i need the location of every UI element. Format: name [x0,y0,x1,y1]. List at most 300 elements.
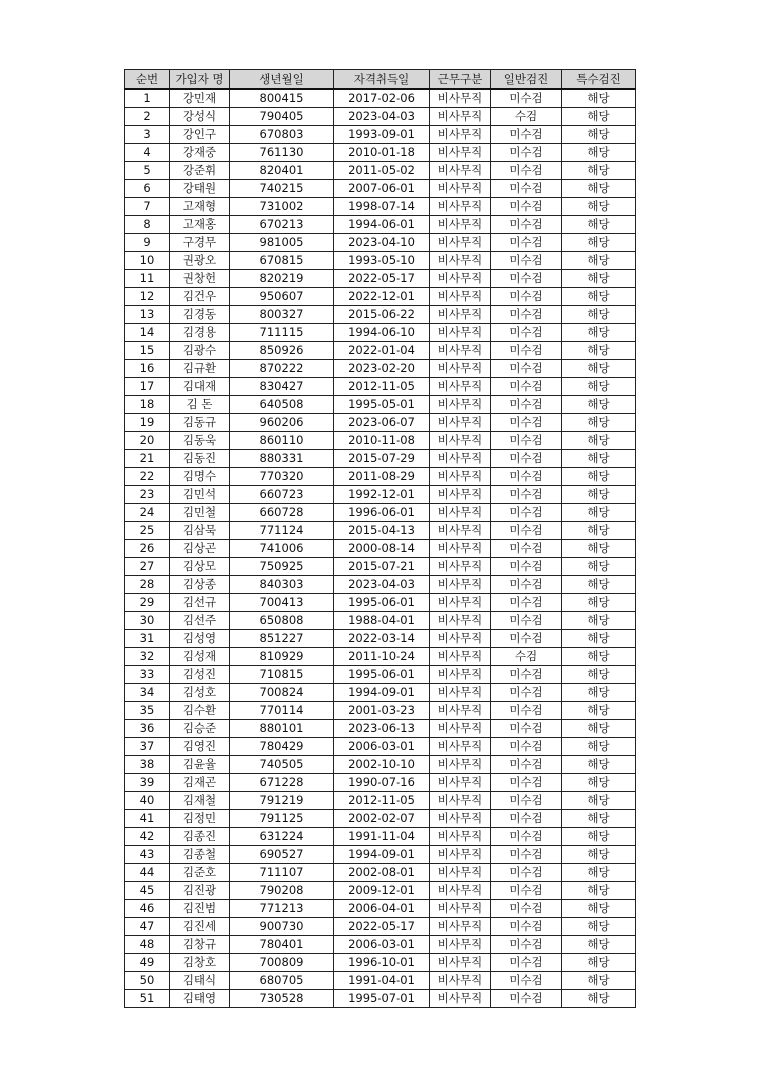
cell-special-checkup: 해당 [562,684,636,702]
cell-birth-date: 670213 [230,216,334,234]
cell-acquisition-date: 2009-12-01 [334,882,430,900]
cell-special-checkup: 해당 [562,414,636,432]
cell-seq: 20 [125,432,170,450]
cell-seq: 42 [125,828,170,846]
cell-acquisition-date: 2022-01-04 [334,342,430,360]
cell-work-type: 비사무직 [430,576,491,594]
cell-work-type: 비사무직 [430,180,491,198]
cell-work-type: 비사무직 [430,720,491,738]
cell-member-name: 김재철 [170,792,230,810]
cell-seq: 14 [125,324,170,342]
cell-general-checkup: 미수검 [491,882,562,900]
cell-birth-date: 880101 [230,720,334,738]
cell-birth-date: 670815 [230,252,334,270]
cell-general-checkup: 미수검 [491,666,562,684]
cell-work-type: 비사무직 [430,666,491,684]
cell-acquisition-date: 2002-08-01 [334,864,430,882]
table-row [125,198,636,216]
cell-work-type: 비사무직 [430,378,491,396]
cell-special-checkup: 해당 [562,378,636,396]
cell-general-checkup: 미수검 [491,810,562,828]
cell-special-checkup: 해당 [562,558,636,576]
cell-birth-date: 880331 [230,450,334,468]
cell-special-checkup: 해당 [562,504,636,522]
cell-acquisition-date: 2022-05-17 [334,918,430,936]
cell-member-name: 고재형 [170,198,230,216]
cell-seq: 15 [125,342,170,360]
table-row [125,288,636,306]
cell-work-type: 비사무직 [430,468,491,486]
cell-seq: 1 [125,89,170,108]
cell-special-checkup: 해당 [562,810,636,828]
cell-birth-date: 771213 [230,900,334,918]
cell-seq: 23 [125,486,170,504]
cell-member-name: 김창호 [170,954,230,972]
cell-member-name: 김성진 [170,666,230,684]
cell-general-checkup: 미수검 [491,270,562,288]
table-row [125,522,636,540]
cell-work-type: 비사무직 [430,990,491,1008]
cell-member-name: 김민철 [170,504,230,522]
cell-work-type: 비사무직 [430,522,491,540]
cell-special-checkup: 해당 [562,594,636,612]
cell-birth-date: 750925 [230,558,334,576]
cell-acquisition-date: 2000-08-14 [334,540,430,558]
cell-general-checkup: 미수검 [491,540,562,558]
cell-acquisition-date: 2002-02-07 [334,810,430,828]
cell-acquisition-date: 1998-07-14 [334,198,430,216]
table-row [125,558,636,576]
cell-special-checkup: 해당 [562,432,636,450]
cell-member-name: 강인구 [170,126,230,144]
table-row [125,810,636,828]
table-row [125,414,636,432]
cell-seq: 22 [125,468,170,486]
cell-special-checkup: 해당 [562,774,636,792]
cell-general-checkup: 미수검 [491,360,562,378]
cell-work-type: 비사무직 [430,252,491,270]
cell-special-checkup: 해당 [562,198,636,216]
cell-special-checkup: 해당 [562,648,636,666]
cell-seq: 28 [125,576,170,594]
header-acquisition-date: 자격취득일 [334,70,430,90]
cell-seq: 21 [125,450,170,468]
cell-seq: 2 [125,108,170,126]
table-row [125,990,636,1008]
cell-general-checkup: 미수검 [491,864,562,882]
cell-work-type: 비사무직 [430,594,491,612]
cell-general-checkup: 미수검 [491,594,562,612]
cell-acquisition-date: 1993-09-01 [334,126,430,144]
cell-birth-date: 740215 [230,180,334,198]
cell-birth-date: 820219 [230,270,334,288]
table-row [125,954,636,972]
cell-birth-date: 851227 [230,630,334,648]
cell-acquisition-date: 2012-11-05 [334,792,430,810]
cell-seq: 24 [125,504,170,522]
cell-special-checkup: 해당 [562,324,636,342]
cell-general-checkup: 미수검 [491,630,562,648]
cell-general-checkup: 수검 [491,648,562,666]
cell-birth-date: 791125 [230,810,334,828]
table-row [125,864,636,882]
cell-special-checkup: 해당 [562,918,636,936]
cell-special-checkup: 해당 [562,576,636,594]
cell-general-checkup: 미수검 [491,486,562,504]
cell-acquisition-date: 2010-11-08 [334,432,430,450]
cell-acquisition-date: 2012-11-05 [334,378,430,396]
cell-special-checkup: 해당 [562,522,636,540]
table-row [125,648,636,666]
cell-acquisition-date: 2011-08-29 [334,468,430,486]
cell-acquisition-date: 1995-05-01 [334,396,430,414]
cell-member-name: 김영진 [170,738,230,756]
cell-seq: 9 [125,234,170,252]
cell-general-checkup: 미수검 [491,450,562,468]
cell-member-name: 김윤율 [170,756,230,774]
cell-member-name: 김태식 [170,972,230,990]
cell-special-checkup: 해당 [562,900,636,918]
table-row [125,828,636,846]
table-row [125,216,636,234]
cell-work-type: 비사무직 [430,558,491,576]
cell-work-type: 비사무직 [430,504,491,522]
cell-special-checkup: 해당 [562,666,636,684]
table-body [125,89,636,1008]
cell-birth-date: 850926 [230,342,334,360]
cell-general-checkup: 미수검 [491,846,562,864]
cell-acquisition-date: 2022-12-01 [334,288,430,306]
cell-member-name: 김동진 [170,450,230,468]
cell-member-name: 김 돈 [170,396,230,414]
cell-work-type: 비사무직 [430,306,491,324]
cell-acquisition-date: 1996-06-01 [334,504,430,522]
cell-work-type: 비사무직 [430,810,491,828]
cell-member-name: 강성식 [170,108,230,126]
cell-acquisition-date: 2015-07-21 [334,558,430,576]
cell-work-type: 비사무직 [430,486,491,504]
table-row [125,270,636,288]
cell-general-checkup: 미수검 [491,684,562,702]
cell-birth-date: 770114 [230,702,334,720]
cell-member-name: 김건우 [170,288,230,306]
cell-member-name: 김진세 [170,918,230,936]
header-seq: 순번 [125,70,170,90]
header-general-checkup: 일반검진 [491,70,562,90]
cell-general-checkup: 미수검 [491,324,562,342]
cell-work-type: 비사무직 [430,288,491,306]
cell-member-name: 권창헌 [170,270,230,288]
cell-special-checkup: 해당 [562,306,636,324]
cell-acquisition-date: 1988-04-01 [334,612,430,630]
cell-seq: 30 [125,612,170,630]
cell-birth-date: 981005 [230,234,334,252]
cell-special-checkup: 해당 [562,738,636,756]
cell-work-type: 비사무직 [430,756,491,774]
cell-seq: 5 [125,162,170,180]
table-row [125,468,636,486]
cell-work-type: 비사무직 [430,144,491,162]
cell-acquisition-date: 1996-10-01 [334,954,430,972]
cell-acquisition-date: 2023-04-10 [334,234,430,252]
cell-member-name: 김삼묵 [170,522,230,540]
cell-acquisition-date: 2023-04-03 [334,576,430,594]
cell-work-type: 비사무직 [430,126,491,144]
cell-birth-date: 710815 [230,666,334,684]
table-row [125,486,636,504]
table-row [125,936,636,954]
cell-work-type: 비사무직 [430,738,491,756]
cell-acquisition-date: 1995-06-01 [334,666,430,684]
cell-acquisition-date: 2022-03-14 [334,630,430,648]
table-row [125,342,636,360]
cell-birth-date: 711115 [230,324,334,342]
cell-member-name: 김광수 [170,342,230,360]
cell-work-type: 비사무직 [430,684,491,702]
header-row [125,70,636,90]
table-row [125,720,636,738]
cell-work-type: 비사무직 [430,198,491,216]
table-row [125,162,636,180]
cell-seq: 38 [125,756,170,774]
cell-birth-date: 690527 [230,846,334,864]
cell-birth-date: 731002 [230,198,334,216]
table-row [125,540,636,558]
cell-seq: 50 [125,972,170,990]
cell-work-type: 비사무직 [430,540,491,558]
cell-member-name: 김재곤 [170,774,230,792]
cell-seq: 25 [125,522,170,540]
cell-member-name: 강민재 [170,89,230,108]
cell-acquisition-date: 2011-05-02 [334,162,430,180]
cell-member-name: 김선규 [170,594,230,612]
cell-seq: 45 [125,882,170,900]
cell-special-checkup: 해당 [562,702,636,720]
cell-seq: 33 [125,666,170,684]
cell-general-checkup: 미수검 [491,126,562,144]
cell-general-checkup: 수검 [491,108,562,126]
cell-birth-date: 700809 [230,954,334,972]
cell-general-checkup: 미수검 [491,936,562,954]
cell-birth-date: 711107 [230,864,334,882]
cell-birth-date: 730528 [230,990,334,1008]
cell-seq: 43 [125,846,170,864]
table-row [125,882,636,900]
cell-acquisition-date: 2006-04-01 [334,900,430,918]
cell-general-checkup: 미수검 [491,792,562,810]
cell-seq: 35 [125,702,170,720]
cell-special-checkup: 해당 [562,216,636,234]
cell-seq: 19 [125,414,170,432]
cell-seq: 49 [125,954,170,972]
cell-birth-date: 771124 [230,522,334,540]
cell-work-type: 비사무직 [430,918,491,936]
cell-general-checkup: 미수검 [491,252,562,270]
cell-acquisition-date: 2023-04-03 [334,108,430,126]
cell-seq: 37 [125,738,170,756]
cell-acquisition-date: 1994-09-01 [334,684,430,702]
cell-general-checkup: 미수검 [491,432,562,450]
table-row [125,594,636,612]
cell-general-checkup: 미수검 [491,954,562,972]
cell-birth-date: 761130 [230,144,334,162]
table-row [125,972,636,990]
table-row [125,108,636,126]
cell-member-name: 김명수 [170,468,230,486]
table-row [125,630,636,648]
table-row [125,432,636,450]
cell-general-checkup: 미수검 [491,396,562,414]
table-row [125,144,636,162]
cell-work-type: 비사무직 [430,162,491,180]
cell-general-checkup: 미수검 [491,378,562,396]
table-row [125,396,636,414]
cell-member-name: 김동욱 [170,432,230,450]
cell-acquisition-date: 2002-10-10 [334,756,430,774]
table-row [125,180,636,198]
cell-seq: 16 [125,360,170,378]
cell-general-checkup: 미수검 [491,468,562,486]
cell-acquisition-date: 1992-12-01 [334,486,430,504]
cell-seq: 29 [125,594,170,612]
table-row [125,738,636,756]
cell-work-type: 비사무직 [430,234,491,252]
cell-acquisition-date: 1991-11-04 [334,828,430,846]
cell-seq: 10 [125,252,170,270]
cell-general-checkup: 미수검 [491,504,562,522]
cell-member-name: 김준호 [170,864,230,882]
table-row [125,918,636,936]
cell-birth-date: 631224 [230,828,334,846]
cell-special-checkup: 해당 [562,162,636,180]
table-row [125,612,636,630]
cell-general-checkup: 미수검 [491,720,562,738]
table-row [125,666,636,684]
cell-special-checkup: 해당 [562,144,636,162]
cell-seq: 17 [125,378,170,396]
cell-birth-date: 800327 [230,306,334,324]
cell-general-checkup: 미수검 [491,216,562,234]
cell-seq: 51 [125,990,170,1008]
table-row [125,576,636,594]
cell-member-name: 김민석 [170,486,230,504]
cell-work-type: 비사무직 [430,270,491,288]
cell-member-name: 강태원 [170,180,230,198]
cell-general-checkup: 미수검 [491,702,562,720]
cell-general-checkup: 미수검 [491,918,562,936]
cell-member-name: 김경동 [170,306,230,324]
table-row [125,756,636,774]
cell-general-checkup: 미수검 [491,900,562,918]
cell-member-name: 김정민 [170,810,230,828]
cell-birth-date: 650808 [230,612,334,630]
cell-work-type: 비사무직 [430,108,491,126]
table-row [125,702,636,720]
cell-seq: 18 [125,396,170,414]
table-row [125,504,636,522]
cell-work-type: 비사무직 [430,216,491,234]
cell-member-name: 김창규 [170,936,230,954]
cell-acquisition-date: 2017-02-06 [334,89,430,108]
cell-special-checkup: 해당 [562,936,636,954]
header-member-name: 가입자 명 [170,70,230,90]
cell-member-name: 고재홍 [170,216,230,234]
cell-special-checkup: 해당 [562,360,636,378]
cell-work-type: 비사무직 [430,864,491,882]
cell-member-name: 김상종 [170,576,230,594]
cell-work-type: 비사무직 [430,846,491,864]
cell-member-name: 김동규 [170,414,230,432]
header-birth-date: 생년월일 [230,70,334,90]
cell-acquisition-date: 2010-01-18 [334,144,430,162]
cell-acquisition-date: 2022-05-17 [334,270,430,288]
cell-special-checkup: 해당 [562,540,636,558]
table-row [125,306,636,324]
table-row [125,792,636,810]
cell-member-name: 김종철 [170,846,230,864]
table-row [125,774,636,792]
cell-general-checkup: 미수검 [491,414,562,432]
cell-birth-date: 741006 [230,540,334,558]
table-row [125,360,636,378]
cell-special-checkup: 해당 [562,89,636,108]
cell-seq: 8 [125,216,170,234]
table-row [125,684,636,702]
cell-acquisition-date: 1995-07-01 [334,990,430,1008]
cell-birth-date: 640508 [230,396,334,414]
cell-work-type: 비사무직 [430,630,491,648]
header-special-checkup: 특수검진 [562,70,636,90]
cell-seq: 11 [125,270,170,288]
cell-member-name: 김상모 [170,558,230,576]
cell-birth-date: 870222 [230,360,334,378]
cell-seq: 39 [125,774,170,792]
cell-special-checkup: 해당 [562,990,636,1008]
cell-special-checkup: 해당 [562,396,636,414]
cell-work-type: 비사무직 [430,324,491,342]
cell-special-checkup: 해당 [562,234,636,252]
cell-general-checkup: 미수검 [491,342,562,360]
cell-special-checkup: 해당 [562,972,636,990]
cell-special-checkup: 해당 [562,756,636,774]
cell-acquisition-date: 1994-06-10 [334,324,430,342]
cell-birth-date: 740505 [230,756,334,774]
cell-general-checkup: 미수검 [491,522,562,540]
cell-acquisition-date: 2011-10-24 [334,648,430,666]
cell-birth-date: 770320 [230,468,334,486]
cell-birth-date: 960206 [230,414,334,432]
cell-work-type: 비사무직 [430,828,491,846]
cell-special-checkup: 해당 [562,108,636,126]
cell-acquisition-date: 1990-07-16 [334,774,430,792]
cell-special-checkup: 해당 [562,252,636,270]
cell-seq: 36 [125,720,170,738]
cell-work-type: 비사무직 [430,360,491,378]
cell-general-checkup: 미수검 [491,774,562,792]
cell-general-checkup: 미수검 [491,972,562,990]
cell-general-checkup: 미수검 [491,162,562,180]
cell-member-name: 강재중 [170,144,230,162]
cell-acquisition-date: 2023-06-13 [334,720,430,738]
cell-general-checkup: 미수검 [491,756,562,774]
cell-acquisition-date: 1991-04-01 [334,972,430,990]
table-row [125,234,636,252]
cell-member-name: 김진광 [170,882,230,900]
cell-work-type: 비사무직 [430,342,491,360]
cell-seq: 4 [125,144,170,162]
cell-birth-date: 820401 [230,162,334,180]
cell-seq: 31 [125,630,170,648]
